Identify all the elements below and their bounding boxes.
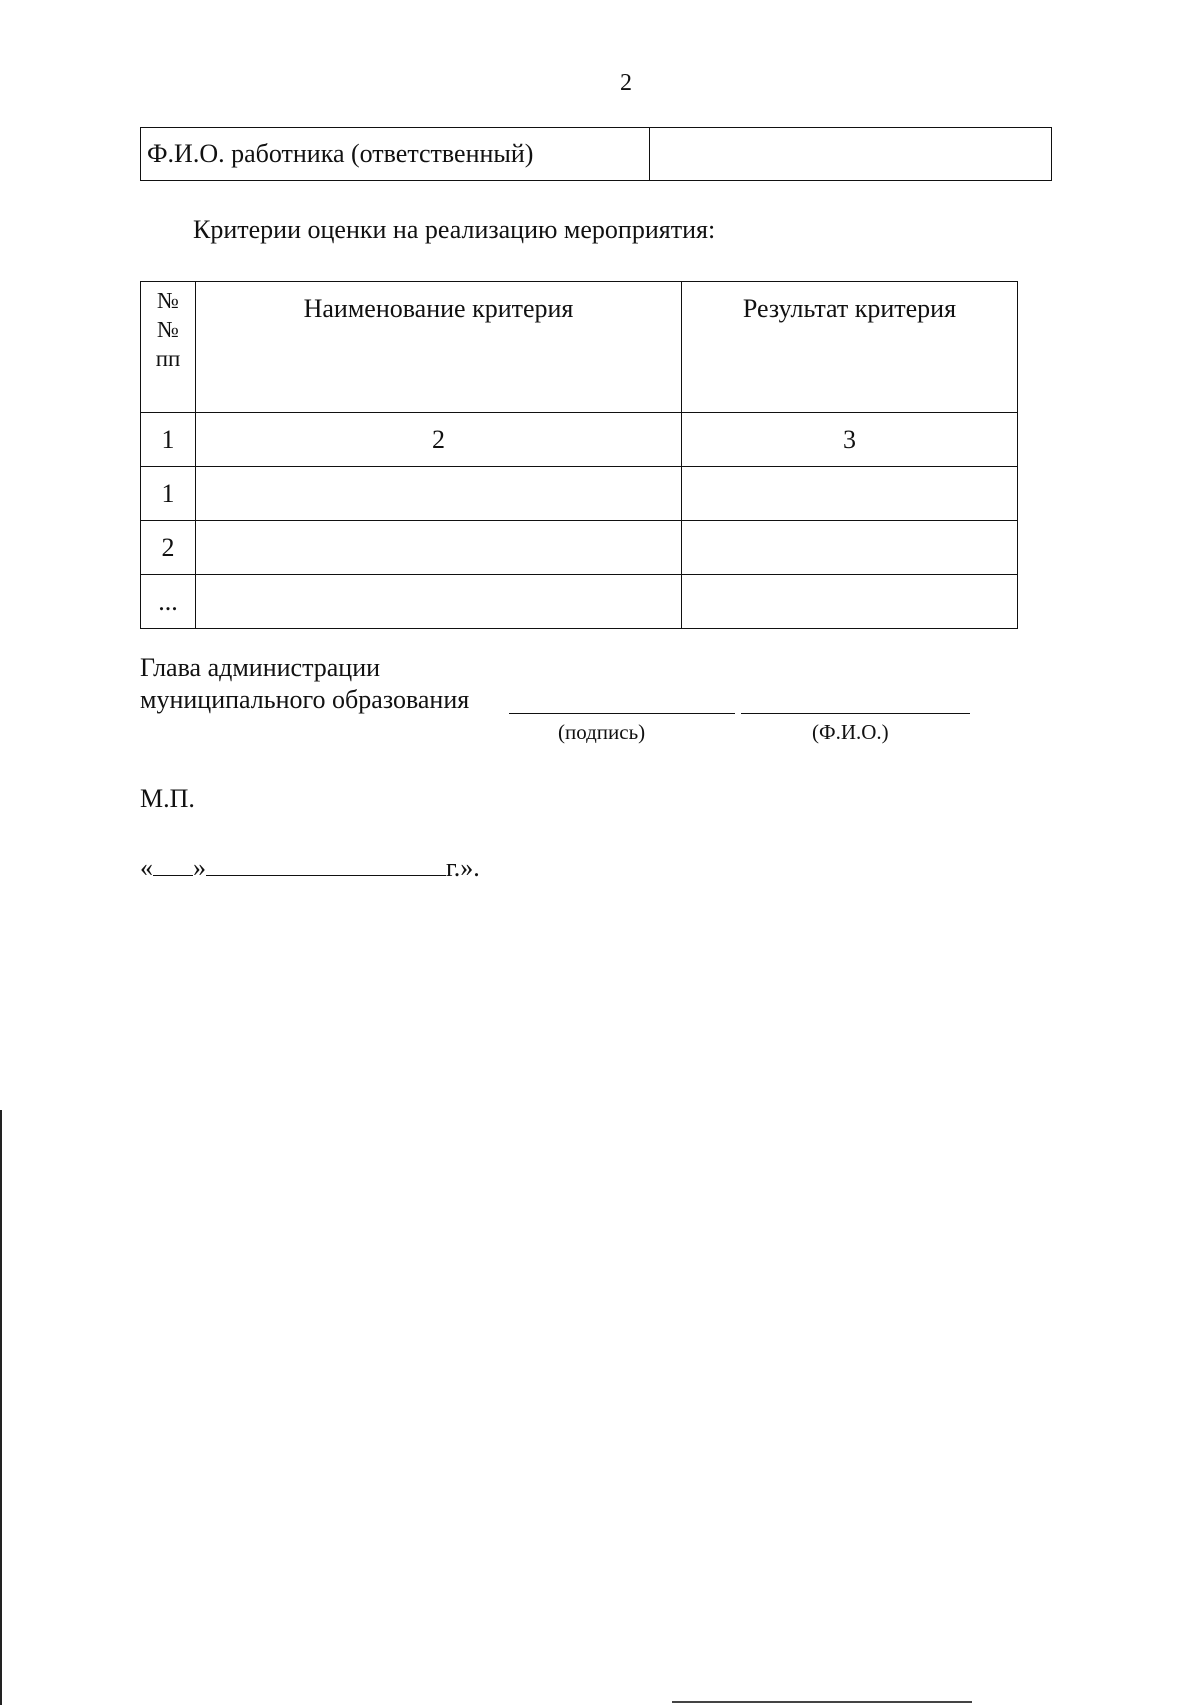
table-header-row — [141, 282, 1018, 413]
responsible-table — [140, 127, 1052, 181]
stamp-label: М.П. — [140, 784, 195, 813]
responsible-label: Ф.И.О. работника (ответственный) — [141, 128, 650, 181]
name-caption: (Ф.И.О.) — [812, 720, 889, 744]
column-number: 1 — [141, 413, 196, 467]
date-close-quote: » — [193, 853, 206, 882]
date-line — [140, 853, 480, 883]
date-suffix: г.». — [446, 853, 480, 882]
row-result — [682, 575, 1018, 629]
header-num-line: № — [157, 288, 179, 313]
date-open-quote: « — [140, 853, 153, 882]
row-name — [196, 467, 682, 521]
table-row — [141, 521, 1018, 575]
column-number: 2 — [196, 413, 682, 467]
signature-caption: (подпись) — [558, 720, 646, 744]
header-num-line: пп — [155, 346, 181, 371]
column-number: 3 — [682, 413, 1018, 467]
page-number: 2 — [620, 70, 632, 96]
table-row — [141, 467, 1018, 521]
criteria-title: Критерии оценки на реализацию мероприятия: — [193, 215, 716, 244]
scan-edge-line — [672, 1701, 972, 1703]
criteria-table — [140, 281, 1018, 629]
header-num — [141, 282, 196, 413]
column-number-row — [141, 413, 1018, 467]
scan-margin-line — [0, 1110, 2, 1705]
header-name: Наименование критерия — [196, 282, 682, 413]
table-row — [141, 575, 1018, 629]
day-blank — [153, 853, 193, 876]
signature-block — [140, 652, 469, 716]
row-name — [196, 575, 682, 629]
row-num: 1 — [141, 467, 196, 521]
row-num: 2 — [141, 521, 196, 575]
signature-title-line2: муниципального образования — [140, 685, 470, 714]
name-line — [741, 713, 970, 714]
header-num-line: № — [157, 317, 179, 342]
month-blank — [206, 853, 446, 876]
signature-line — [509, 713, 735, 714]
row-result — [682, 521, 1018, 575]
signature-title-line1: Глава администрации — [140, 653, 381, 682]
row-num: ... — [141, 575, 196, 629]
row-name — [196, 521, 682, 575]
header-result: Результат критерия — [682, 282, 1018, 413]
responsible-value — [650, 128, 1052, 181]
row-result — [682, 467, 1018, 521]
